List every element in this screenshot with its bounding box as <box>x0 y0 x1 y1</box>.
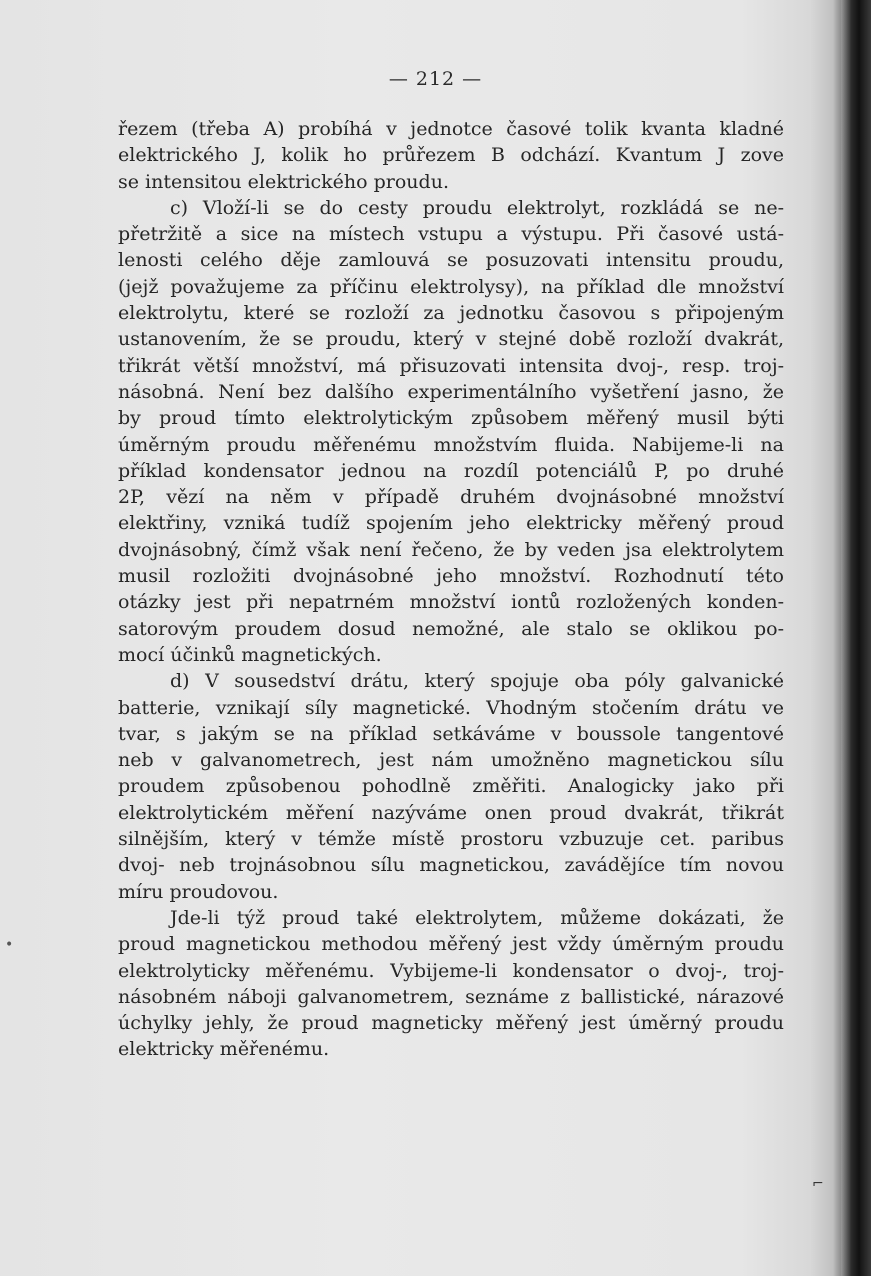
text-line: násobná. Není bez dalšího experimentálního vyšetření jasno, že <box>118 380 784 403</box>
text-line: silnějším, který v témže místě prostoru vzbuzuje cet. paribus <box>118 828 784 851</box>
text-line: lenosti celého děje zamlouvá se posuzovati intensitu proudu, <box>118 249 784 272</box>
text-line: příklad kondensator jednou na rozdíl potenciálů P, po druhé <box>118 459 784 482</box>
book-spine <box>841 0 871 1276</box>
text-line: 2P, vězí na něm v případě druhém dvojnásobné množství <box>118 486 784 509</box>
page-gutter-shadow <box>833 0 841 1276</box>
text-line: řezem (třeba A) probíhá v jednotce časové tolik kvanta kladné <box>118 118 784 140</box>
edge-mark: ⌐ <box>812 1176 824 1192</box>
text-line: neb v galvanometrech, jest nám umožněno magnetickou sílu <box>118 749 784 772</box>
margin-mark: • <box>5 937 14 953</box>
page-number: — 212 — <box>388 68 483 90</box>
text-line: Jde-li týž proud také elektrolytem, můžeme dokázati, že <box>170 906 784 929</box>
text-line: přetržitě a sice na místech vstupu a výstupu. Při časové ustá- <box>118 223 784 246</box>
text-line: dvoj- neb trojnásobnou sílu magnetickou, zavádějíce tím novou <box>118 854 784 877</box>
text-line: elektřiny, vzniká tudíž spojením jeho elektricky měřený proud <box>118 512 784 535</box>
text-line: otázky jest při nepatrném množství iontů rozložených konden- <box>118 591 784 614</box>
text-line: (jejž považujeme za příčinu elektrolysy), na příklad dle množství <box>118 275 784 298</box>
text-line: úměrným proudu měřenému množstvím fluida. Nabijeme-li na <box>118 433 784 456</box>
text-line: dvojnásobný, čímž však není řečeno, že by veden jsa elektrolytem <box>118 538 784 561</box>
text-line: elektricky měřenému. <box>118 1038 330 1061</box>
text-line: elektrolytu, které se rozloží za jednotku časovou s připojeným <box>118 302 784 325</box>
text-line: d) V sousedství drátu, který spojuje oba póly galvanické <box>170 670 784 693</box>
body-text <box>118 116 784 1063</box>
text-line: c) Vloží-li se do cesty proudu elektrolyt, rozkládá se ne- <box>170 196 784 219</box>
text-line: elektrolytickém měření nazýváme onen proud dvakrát, třikrát <box>118 801 784 824</box>
text-line: mocí účinků magnetických. <box>118 643 382 666</box>
text-line: proud magnetickou methodou měřený jest vždy úměrným proudu <box>118 933 784 956</box>
text-line: musil rozložiti dvojnásobné jeho množství. Rozhodnutí této <box>118 565 784 588</box>
text-line: třikrát větší množství, má přisuzovati intensita dvoj-, resp. troj- <box>118 354 784 377</box>
text-line: ustanovením, že se proudu, který v stejné době rozloží dvakrát, <box>118 328 784 351</box>
text-line: úchylky jehly, že proud magneticky měřený jest úměrný proudu <box>118 1012 784 1035</box>
text-line: se intensitou elektrického proudu. <box>118 170 449 193</box>
text-line: satorovým proudem dosud nemožné, ale stalo se oklikou po- <box>118 617 784 640</box>
text-line: by proud tímto elektrolytickým způsobem měřený musil býti <box>118 407 784 430</box>
text-line: proudem způsobenou pohodlně změřiti. Analogicky jako při <box>118 775 784 798</box>
text-line: elektrického J, kolik ho průřezem B odchází. Kvantum J zove <box>118 144 784 167</box>
text-line: elektrolyticky měřenému. Vybijeme-li kondensator o dvoj-, troj- <box>118 959 784 982</box>
text-line: míru proudovou. <box>118 880 279 903</box>
text-line: batterie, vznikají síly magnetické. Vhodným stočením drátu ve <box>118 696 784 719</box>
text-line: násobném náboji galvanometrem, seznáme z ballistické, nárazové <box>118 985 784 1008</box>
text-line: tvar, s jakým se na příklad setkáváme v boussole tangentové <box>118 722 784 745</box>
